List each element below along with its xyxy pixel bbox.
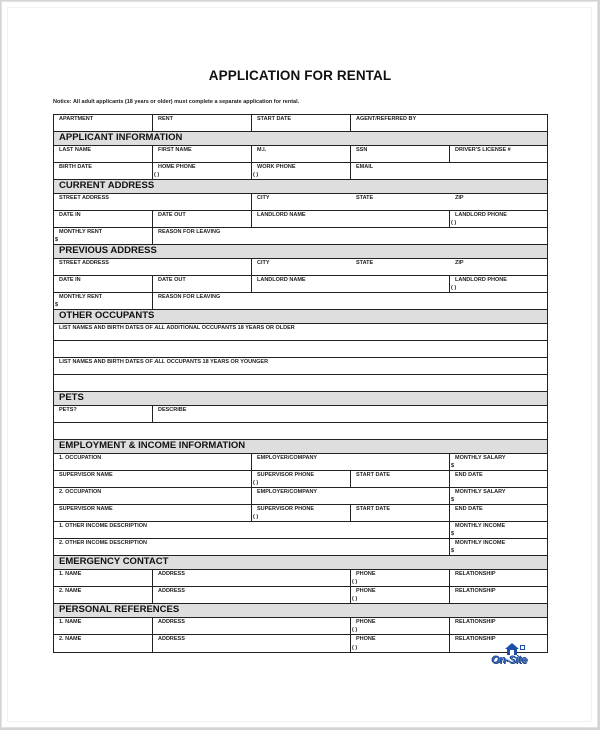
dollar-marker: $: [451, 548, 455, 554]
field-label: PHONE: [356, 588, 376, 594]
employer-2-field[interactable]: [252, 488, 450, 504]
field-label: 1. NAME: [59, 619, 82, 625]
field-label: LAST NAME: [59, 147, 92, 153]
occupation-2-field[interactable]: [54, 488, 252, 504]
field-label: SSN: [356, 147, 368, 153]
ssn-field[interactable]: [351, 146, 450, 162]
rent-field[interactable]: [153, 115, 252, 131]
city-field[interactable]: [252, 194, 351, 210]
field-label: RELATIONSHIP: [455, 636, 496, 642]
field-label: MONTHLY SALARY: [455, 455, 506, 461]
field-label: EMAIL: [356, 164, 374, 170]
supervisor-name-2-field[interactable]: [54, 505, 252, 521]
adult-occupants-entry[interactable]: [54, 341, 547, 357]
field-label: OCCUPANTS 18 YEARS OR YOUNGER: [165, 359, 269, 365]
minor-occupants-label-row: [54, 358, 547, 375]
dollar-marker: $: [55, 237, 59, 243]
section-header-pets: PETS: [54, 392, 547, 406]
minor-occupants-blank-row: [54, 375, 547, 392]
field-label: 1. OCCUPATION: [59, 455, 102, 461]
field-label: END DATE: [455, 506, 483, 512]
job2-supervisor-row: [54, 505, 547, 522]
emergency-name-2-field[interactable]: [54, 587, 153, 603]
emergency-relationship-2-field[interactable]: [450, 587, 547, 603]
phone-area-code-marker: ( ): [352, 645, 358, 651]
section-header-emergency-contact: EMERGENCY CONTACT: [54, 556, 547, 570]
emergency-address-2-field[interactable]: [153, 587, 351, 603]
field-label: ADDRESS: [158, 619, 185, 625]
field-label: PETS?: [59, 407, 77, 413]
field-label: SUPERVISOR PHONE: [257, 472, 315, 478]
rental-details-row: [54, 115, 547, 132]
field-label: HOME PHONE: [158, 164, 196, 170]
field-label: ADDRESS: [158, 636, 185, 642]
last-name-field[interactable]: [54, 146, 153, 162]
document-title: APPLICATION FOR RENTAL: [208, 68, 392, 83]
field-label: DATE IN: [59, 212, 81, 218]
field-label: STREET ADDRESS: [59, 195, 109, 201]
prev-state-field[interactable]: [351, 259, 450, 275]
prev-date-in-field[interactable]: [54, 276, 153, 292]
field-label: MONTHLY INCOME: [455, 540, 506, 546]
prev-zip-field[interactable]: [450, 259, 547, 275]
applicant-contact-row: [54, 163, 547, 180]
pets-entry[interactable]: [54, 423, 547, 439]
monthly-salary-2-field[interactable]: [450, 488, 547, 504]
field-label: 2. OTHER INCOME DESCRIPTION: [59, 540, 148, 546]
date-in-field[interactable]: [54, 211, 153, 227]
job1-supervisor-row: [54, 471, 547, 488]
previous-rent-row: [54, 293, 547, 310]
emergency-contact-2-row: [54, 587, 547, 604]
field-label: RELATIONSHIP: [455, 571, 496, 577]
reference-2-row: [54, 635, 547, 652]
field-label: WORK PHONE: [257, 164, 296, 170]
first-name-field[interactable]: [153, 146, 252, 162]
field-label: EMPLOYER/COMPANY: [257, 489, 318, 495]
field-label: RELATIONSHIP: [455, 588, 496, 594]
emergency-address-1-field[interactable]: [153, 570, 351, 586]
field-label: RELATIONSHIP: [455, 619, 496, 625]
pets-field[interactable]: [54, 406, 153, 422]
supervisor-phone-2-field[interactable]: [252, 505, 351, 521]
field-label: 2. NAME: [59, 588, 82, 594]
notice-text: Notice: All adult applicants (18 years or older) must complete a separate application for rental.: [53, 99, 300, 105]
emergency-contact-1-row: [54, 570, 547, 587]
reference-phone-2-field[interactable]: [351, 635, 450, 652]
minor-occupants-entry[interactable]: [54, 375, 547, 391]
field-label: ADDITIONAL OCCUPANTS 18 YEARS OR OLDER: [165, 325, 295, 331]
landlord-phone-field[interactable]: [450, 211, 547, 227]
birth-date-field[interactable]: [54, 163, 153, 179]
end-date-1-field[interactable]: [450, 471, 547, 487]
prev-city-field[interactable]: [252, 259, 351, 275]
field-label: START DATE: [356, 472, 391, 478]
prev-landlord-name-field[interactable]: [252, 276, 450, 292]
reference-1-row: [54, 618, 547, 635]
other-income-2-row: [54, 539, 547, 556]
field-label: BIRTH DATE: [59, 164, 92, 170]
previous-landlord-row: [54, 276, 547, 293]
dollar-marker: $: [451, 497, 455, 503]
section-header-personal-references: PERSONAL REFERENCES: [54, 604, 547, 618]
field-label: STATE: [356, 195, 374, 201]
date-out-field[interactable]: [153, 211, 252, 227]
field-label: DATE OUT: [158, 212, 186, 218]
adult-occupants-blank-row: [54, 341, 547, 358]
occupation-1-field[interactable]: [54, 454, 252, 470]
prev-landlord-phone-field[interactable]: [450, 276, 547, 292]
field-label: STREET ADDRESS: [59, 260, 109, 266]
middle-initial-field[interactable]: [252, 146, 351, 162]
work-phone-field[interactable]: [252, 163, 351, 179]
reference-name-1-field[interactable]: [54, 618, 153, 634]
monthly-salary-1-field[interactable]: [450, 454, 547, 470]
monthly-rent-field[interactable]: [54, 228, 153, 244]
state-field[interactable]: [351, 194, 450, 210]
field-label: START DATE: [356, 506, 391, 512]
field-label: ZIP: [455, 195, 464, 201]
field-label: 1. OTHER INCOME DESCRIPTION: [59, 523, 148, 529]
phone-area-code-marker: ( ): [352, 579, 358, 585]
phone-area-code-marker: ( ): [253, 514, 259, 520]
field-label: SUPERVISOR NAME: [59, 472, 113, 478]
current-rent-row: [54, 228, 547, 245]
applicant-name-row: [54, 146, 547, 163]
field-label: ZIP: [455, 260, 464, 266]
street-address-field[interactable]: [54, 194, 252, 210]
logo-text: On-Site: [491, 654, 527, 666]
field-label: STATE: [356, 260, 374, 266]
emergency-name-1-field[interactable]: [54, 570, 153, 586]
supervisor-phone-1-field[interactable]: [252, 471, 351, 487]
monthly-income-2-field[interactable]: [450, 539, 547, 555]
field-label: APARTMENT: [59, 116, 94, 122]
dollar-marker: $: [451, 531, 455, 537]
field-label: CITY: [257, 195, 270, 201]
section-header-previous-address: PREVIOUS ADDRESS: [54, 245, 547, 259]
pets-row: [54, 406, 547, 423]
zip-field[interactable]: [450, 194, 547, 210]
field-label: 1. NAME: [59, 571, 82, 577]
field-label: 2. OCCUPATION: [59, 489, 102, 495]
phone-area-code-marker: ( ): [352, 627, 358, 633]
monthly-income-1-field[interactable]: [450, 522, 547, 538]
section-header-current-address: CURRENT ADDRESS: [54, 180, 547, 194]
reference-phone-1-field[interactable]: [351, 618, 450, 634]
adult-occupants-field[interactable]: [54, 324, 547, 340]
field-label: DATE IN: [59, 277, 81, 283]
job2-row: [54, 488, 547, 505]
field-label: MONTHLY RENT: [59, 294, 103, 300]
prev-date-out-field[interactable]: [153, 276, 252, 292]
other-income-description-1-field[interactable]: [54, 522, 450, 538]
field-label: SUPERVISOR PHONE: [257, 506, 315, 512]
field-label: PHONE: [356, 636, 376, 642]
pets-describe-field[interactable]: [153, 406, 547, 422]
field-label: ADDRESS: [158, 571, 185, 577]
prev-street-address-field[interactable]: [54, 259, 252, 275]
pets-blank-row: [54, 423, 547, 440]
field-label-emphasis: ALL: [154, 359, 166, 365]
emergency-phone-2-field[interactable]: [351, 587, 450, 603]
field-label: AGENT/REFERRED BY: [356, 116, 417, 122]
field-label: LANDLORD PHONE: [455, 212, 507, 218]
agent-referred-by-field[interactable]: [351, 115, 547, 131]
emergency-phone-1-field[interactable]: [351, 570, 450, 586]
home-phone-field[interactable]: [153, 163, 252, 179]
field-label: LANDLORD NAME: [257, 277, 306, 283]
phone-area-code-marker: ( ): [451, 220, 457, 226]
field-label: LIST NAMES AND BIRTH DATES OF: [59, 359, 155, 365]
section-header-applicant: APPLICANT INFORMATION: [54, 132, 547, 146]
field-label-emphasis: ALL: [154, 325, 166, 331]
field-label: MONTHLY INCOME: [455, 523, 506, 529]
phone-area-code-marker: ( ): [253, 480, 259, 486]
reference-address-2-field[interactable]: [153, 635, 351, 652]
field-label: REASON FOR LEAVING: [158, 229, 221, 235]
prev-reason-for-leaving-field[interactable]: [153, 293, 547, 309]
emergency-relationship-1-field[interactable]: [450, 570, 547, 586]
reference-name-2-field[interactable]: [54, 635, 153, 652]
other-income-description-2-field[interactable]: [54, 539, 450, 555]
dollar-marker: $: [451, 463, 455, 469]
field-label: ADDRESS: [158, 588, 185, 594]
employer-1-field[interactable]: [252, 454, 450, 470]
field-label: MONTHLY SALARY: [455, 489, 506, 495]
previous-address-row: [54, 259, 547, 276]
section-header-other-occupants: OTHER OCCUPANTS: [54, 310, 547, 324]
reference-relationship-1-field[interactable]: [450, 618, 547, 634]
field-label: CITY: [257, 260, 270, 266]
field-label: SUPERVISOR NAME: [59, 506, 113, 512]
phone-area-code-marker: ( ): [253, 172, 259, 178]
field-label: END DATE: [455, 472, 483, 478]
phone-area-code-marker: ( ): [154, 172, 160, 178]
field-label: PHONE: [356, 619, 376, 625]
field-label: DRIVER'S LICENSE #: [455, 147, 511, 153]
current-landlord-row: [54, 211, 547, 228]
phone-area-code-marker: ( ): [352, 596, 358, 602]
start-date-field[interactable]: [252, 115, 351, 131]
field-label: LANDLORD NAME: [257, 212, 306, 218]
end-date-2-field[interactable]: [450, 505, 547, 521]
reference-address-1-field[interactable]: [153, 618, 351, 634]
field-label: FIRST NAME: [158, 147, 192, 153]
adult-occupants-label-row: [54, 324, 547, 341]
field-label: MONTHLY RENT: [59, 229, 103, 235]
start-date-1-field[interactable]: [351, 471, 450, 487]
email-field[interactable]: [351, 163, 547, 179]
field-label: LANDLORD PHONE: [455, 277, 507, 283]
field-label: M.I.: [257, 147, 267, 153]
dollar-marker: $: [55, 302, 59, 308]
phone-area-code-marker: ( ): [451, 285, 457, 291]
section-header-employment: EMPLOYMENT & INCOME INFORMATION: [54, 440, 547, 454]
field-label: EMPLOYER/COMPANY: [257, 455, 318, 461]
start-date-2-field[interactable]: [351, 505, 450, 521]
apartment-field[interactable]: [54, 115, 153, 131]
rental-application-form: [53, 114, 548, 653]
job1-row: [54, 454, 547, 471]
current-address-row: [54, 194, 547, 211]
field-label: DATE OUT: [158, 277, 186, 283]
supervisor-name-1-field[interactable]: [54, 471, 252, 487]
field-label: 2. NAME: [59, 636, 82, 642]
other-income-1-row: [54, 522, 547, 539]
field-label: RENT: [158, 116, 173, 122]
landlord-name-field[interactable]: [252, 211, 450, 227]
reason-for-leaving-field[interactable]: [153, 228, 547, 244]
onsite-logo: [491, 642, 541, 672]
drivers-license-field[interactable]: [450, 146, 547, 162]
prev-monthly-rent-field[interactable]: [54, 293, 153, 309]
field-label: START DATE: [257, 116, 292, 122]
field-label: PHONE: [356, 571, 376, 577]
minor-occupants-field[interactable]: [54, 358, 547, 374]
field-label: DESCRIBE: [158, 407, 187, 413]
field-label: REASON FOR LEAVING: [158, 294, 221, 300]
field-label: LIST NAMES AND BIRTH DATES OF: [59, 325, 155, 331]
